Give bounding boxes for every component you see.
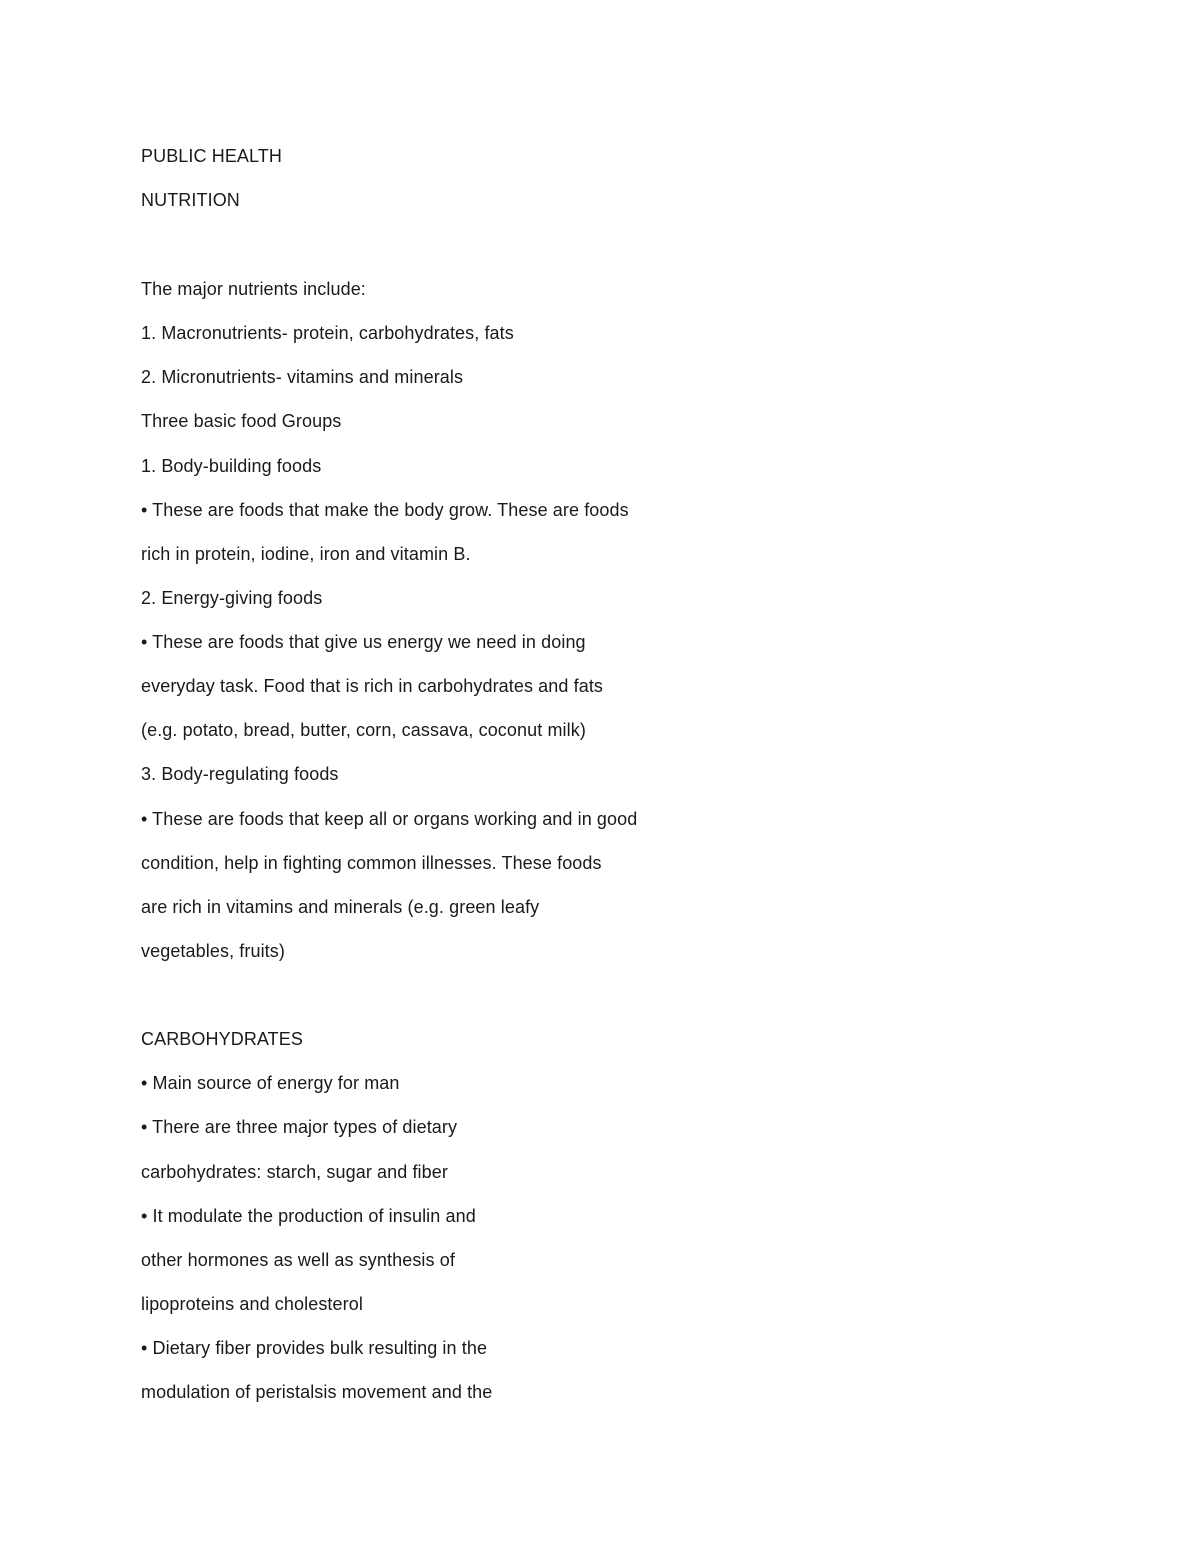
text-line: 2. Energy-giving foods — [141, 588, 323, 608]
text-line: are rich in vitamins and minerals (e.g. green leafy — [141, 897, 540, 917]
text-line: • These are foods that give us energy we need in doing — [141, 632, 586, 652]
text-line: carbohydrates: starch, sugar and fiber — [141, 1162, 448, 1182]
doc-title: PUBLIC HEALTH — [141, 146, 283, 166]
text-line: The major nutrients include: — [141, 279, 366, 299]
section-heading: CARBOHYDRATES — [141, 1029, 303, 1049]
text-line: • Main source of energy for man — [141, 1073, 400, 1093]
text-line: 2. Micronutrients- vitamins and minerals — [141, 367, 464, 387]
text-line: 1. Macronutrients- protein, carbohydrates, fats — [141, 323, 514, 343]
text-line: everyday task. Food that is rich in carbohydrates and fats — [141, 676, 604, 696]
text-line: • Dietary fiber provides bulk resulting in the — [141, 1338, 488, 1358]
text-line: (e.g. potato, bread, butter, corn, cassava, coconut milk) — [141, 720, 586, 740]
text-line: • These are foods that make the body grow. These are foods — [141, 500, 629, 520]
text-line: • These are foods that keep all or organs working and in good — [141, 809, 638, 829]
text-line: • It modulate the production of insulin and — [141, 1206, 476, 1226]
text-line: modulation of peristalsis movement and the — [141, 1382, 493, 1402]
doc-subtitle: NUTRITION — [141, 190, 240, 210]
text-line: 1. Body-building foods — [141, 456, 322, 476]
text-line: lipoproteins and cholesterol — [141, 1294, 363, 1314]
text-line: 3. Body-regulating foods — [141, 764, 339, 784]
text-line: • There are three major types of dietary — [141, 1117, 458, 1137]
text-line: other hormones as well as synthesis of — [141, 1250, 455, 1270]
text-line: rich in protein, iodine, iron and vitamin B. — [141, 544, 471, 564]
text-line: Three basic food Groups — [141, 411, 342, 431]
text-line: condition, help in fighting common illnesses. These foods — [141, 853, 602, 873]
text-line: vegetables, fruits) — [141, 941, 285, 961]
